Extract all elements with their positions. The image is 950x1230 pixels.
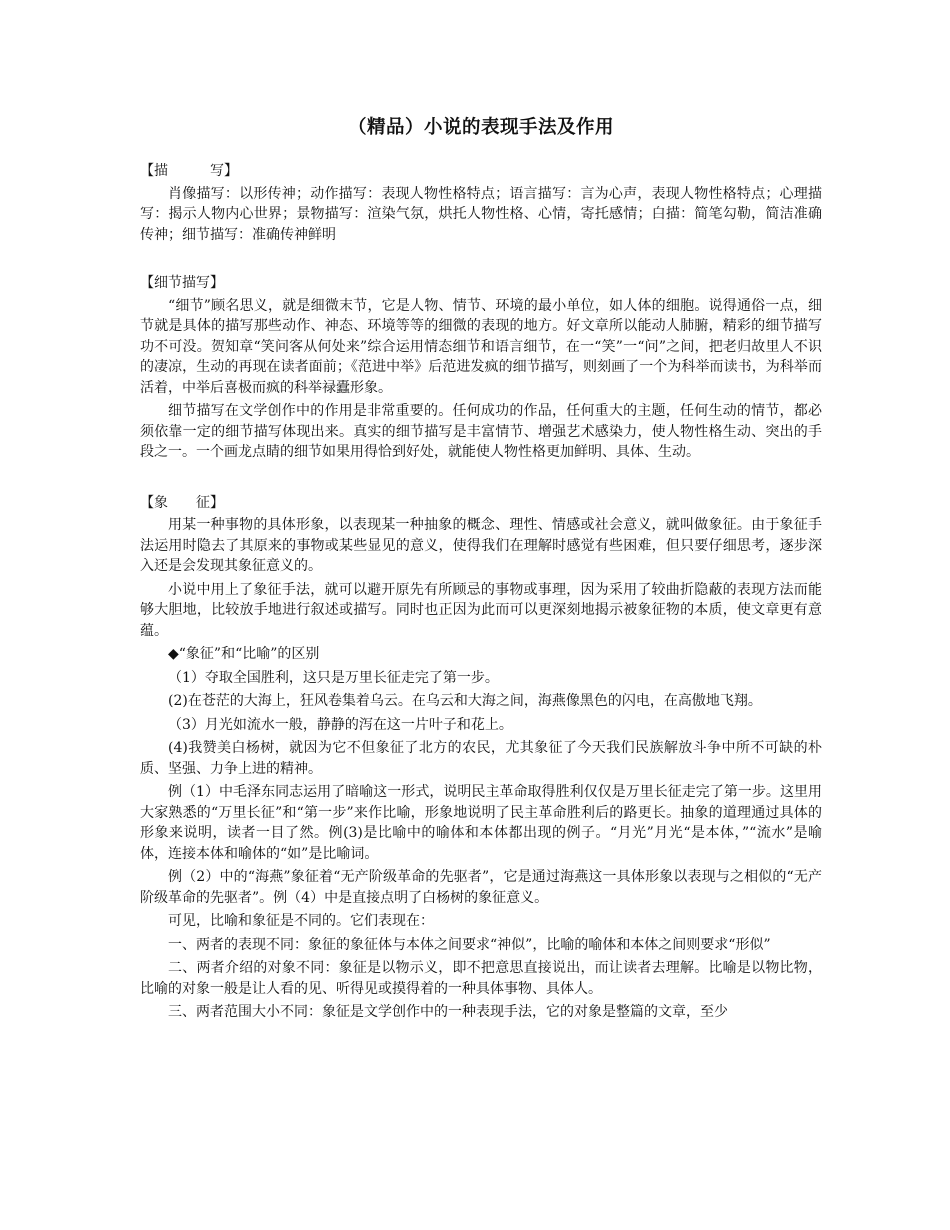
paragraph: 小说中用上了象征手法，就可以避开原先有所顾忌的事物或事理，因为采用了较曲折隐蔽的表现方法而能够大胆地，比较放手地进行叙述或描写。同时也正因为此而可以更深刻地揭示被象征物的本质，使文章更有意蕴。 [140, 581, 822, 639]
paragraph: 用某一种事物的具体形象，以表现某一种抽象的概念、理性、情感或社会意义，就叫做象征。由于象征手法运用时隐去了其原来的事物或某些显见的意义，使得我们在理解时感觉有些困难，但只要仔细思考，逐步深入还是会发现其象征意义的。 [140, 517, 822, 574]
example-1: （1）夺取全国胜利，这只是万里长征走完了第一步。 [168, 669, 499, 686]
difference-point-3: 三、两者范围大小不同：象征是文学创作中的一种表现手法，它的对象是整篇的文章，至少 [168, 1004, 728, 1020]
section-heading-symbolism: 【象 征】 [140, 494, 224, 511]
document-title: （精品）小说的表现手法及作用 [347, 117, 614, 138]
example-4: (4)我赞美白杨树，就因为它不但象征了北方的农民，尤其象征了今天我们民族解放斗争中所不可缺的朴质、坚强、力争上进的精神。 [140, 740, 822, 777]
paragraph: “细节”顾名思义，就是细微末节，它是人物、情节、环境的最小单位，如人体的细胞。说得通俗一点，细节就是具体的描写那些动作、神态、环境等等的细微的表现的地方。好文章所以能动人肺腑，精彩的细节描写功不可没。贺知章“笑问客从何处来”综合运用情态细节和语言细节，在一“笑”一“问”之间，把老归故里人不识的凄凉，生动的再现在读者面前；《范进中举》后范进发疯的细节描写，则刻画了一个为科举而读书，为科举而活着，中举后喜极而疯的科举禄蠹形象。 [140, 297, 822, 396]
paragraph: 例（2）中的“海燕”象征着“无产阶级革命的先驱者”，它是通过海燕这一具体形象以表现与之相似的“无产阶级革命的先驱者”。例（4）中是直接点明了白杨树的象征意义。 [140, 869, 822, 906]
paragraph: 可见，比喻和象征是不同的。它们表现在： [168, 913, 434, 929]
paragraph: 肖像描写：以形传神；动作描写：表现人物性格特点；语言描写：言为心声，表现人物性格特点；心理描写：揭示人物内心世界；景物描写：渲染气氛，烘托人物性格、心情，寄托感情；白描：简笔勾勒，简洁准确传神；细节描写：准确传神鲜明 [140, 185, 822, 243]
section-heading-description: 【描 写】 [140, 163, 238, 179]
example-3: （3）月光如流水一般，静静的泻在这一片叶子和花上。 [168, 716, 513, 733]
difference-point-2: 二、两者介绍的对象不同：象征是以物示义，即不把意思直接说出，而让读者去理解。比喻是以物比物，比喻的对象一般是让人看的见、听得见或摸得着的一种具体事物、具体人。 [140, 960, 822, 997]
section-heading-detail-description: 【细节描写】 [140, 275, 224, 291]
example-2: (2)在苍茫的大海上，狂风卷集着乌云。在乌云和大海之间，海燕像黑色的闪电，在高傲地飞翔。 [168, 693, 762, 709]
paragraph: 例（1）中毛泽东同志运用了暗喻这一形式，说明民主革命取得胜利仅仅是万里长征走完了第一步。这里用大家熟悉的“万里长征”和“第一步”来作比喻，形象地说明了民主革命胜利后的路更长。抽象的道理通过具体的形象来说明，读者一目了然。例(3)是比喻中的喻体和本体都出现的例子。“月光”月光“是本体，”“流水”是喻体，连接本体和喻体的“如”是比喻词。 [140, 784, 822, 862]
difference-point-1: 一、两者的表现不同：象征的象征体与本体之间要求“神似”，比喻的喻体和本体之间则要求“形似” [168, 936, 771, 953]
subheading-symbol-vs-metaphor: ◆“象征”和“比喻”的区别 [168, 646, 320, 662]
paragraph: 细节描写在文学创作中的作用是非常重要的。任何成功的作品，任何重大的主题，任何生动的情节，都必须依靠一定的细节描写体现出来。真实的细节描写是丰富情节、增强艺术感染力，使人物性格生动、突出的手段之一。一个画龙点睛的细节如果用得恰到好处，就能使人物性格更加鲜明、具体、生动。 [140, 403, 822, 460]
document-page [140, 0, 822, 1023]
